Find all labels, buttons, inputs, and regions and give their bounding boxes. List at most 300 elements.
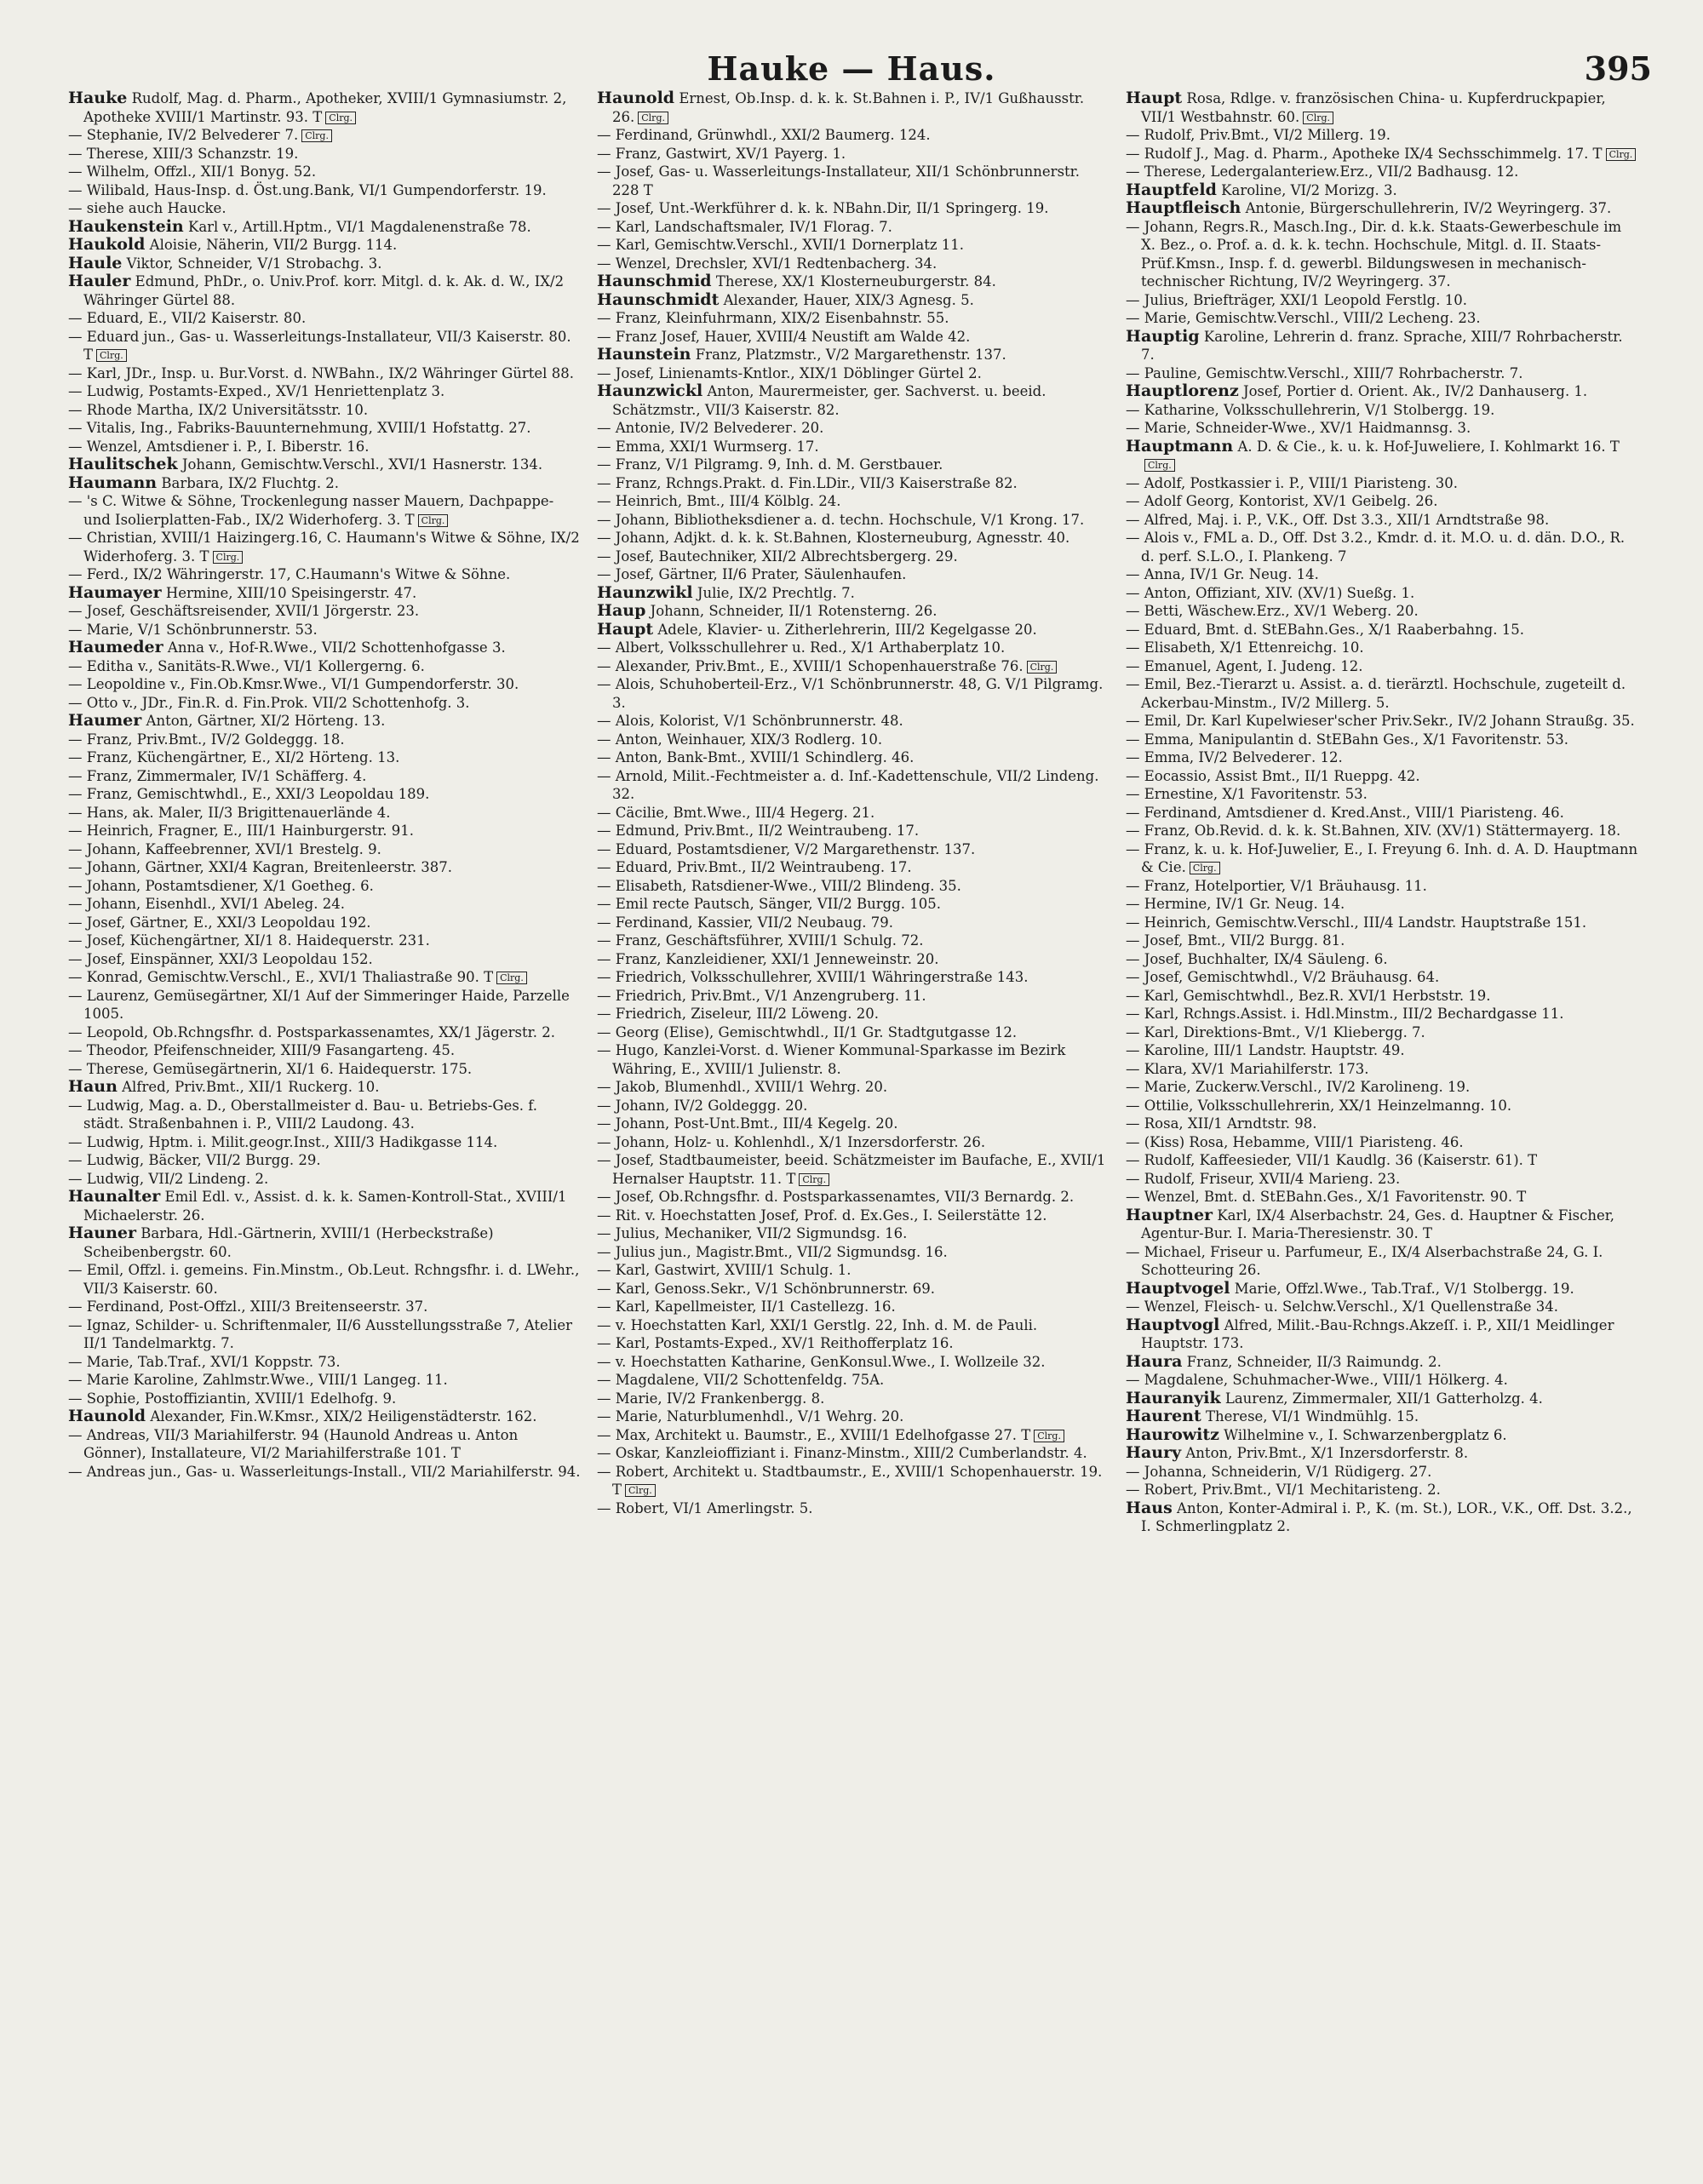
directory-entry xyxy=(1126,1005,1639,1023)
entry-text: — Ludwig, Hptm. i. Milit.geogr.Inst., XIII/3 Hadikgasse 114. xyxy=(68,1133,498,1150)
directory-entry xyxy=(1126,877,1639,896)
directory-entry xyxy=(597,602,1110,621)
entry-text: — Betti, Wäschew.Erz., XV/1 Weberg. 20. xyxy=(1126,603,1419,619)
entry-surname: Haus xyxy=(1126,1498,1173,1517)
entry-text: — Karoline, III/1 Landstr. Hauptstr. 49. xyxy=(1126,1042,1405,1058)
directory-entry xyxy=(597,547,1110,566)
directory-entry xyxy=(1126,950,1639,969)
entry-text: — Ignaz, Schilder- u. Schriftenmaler, II/6 Ausstellungsstraße 7, Atelier II/1 Tandelmarktg. 7. xyxy=(68,1316,573,1351)
entry-text: — Michael, Friseur u. Parfumeur, E., IX/4 Alserbachstraße 24, G. I. Schotteuring 26. xyxy=(1126,1243,1603,1278)
entry-text: — Cäcilie, Bmt.Wwe., III/4 Hegerg. 21. xyxy=(597,804,875,821)
entry-text: — Rhode Martha, IX/2 Universitätsstr. 10. xyxy=(68,401,369,418)
entry-text: — Elisabeth, Ratsdiener-Wwe., VIII/2 Blindeng. 35. xyxy=(597,877,961,894)
entry-text: — Eduard, Postamtsdiener, V/2 Margarethenstr. 137. xyxy=(597,840,976,857)
directory-entry xyxy=(597,511,1110,530)
directory-entry xyxy=(1126,968,1639,987)
entry-surname: Haulitschek xyxy=(68,455,178,473)
directory-entry xyxy=(597,1426,1110,1445)
entry-text: — Otto v., JDr., Fin.R. d. Fin.Prok. VII/2 Schottenhofg. 3. xyxy=(68,694,470,711)
directory-entry xyxy=(597,858,1110,877)
entry-text: — Marie, Tab.Traf., XVI/1 Koppstr. 73. xyxy=(68,1353,341,1370)
directory-entry xyxy=(68,236,582,255)
entry-text: — Josef, Geschäftsreisender, XVII/1 Jörgerstr. 23. xyxy=(68,603,420,619)
entry-text: — Karl, Landschaftsmaler, IV/1 Florag. 7. xyxy=(597,218,892,235)
entry-text: — Emma, Manipulantin d. StEBahn Ges., X/1 Favoritenstr. 53. xyxy=(1126,731,1568,748)
directory-entry xyxy=(68,1060,582,1079)
entry-text: — Oskar, Kanzleioffiziant i. Finanz-Minstm., XIII/2 Cumberlandstr. 4. xyxy=(597,1445,1087,1461)
entry-text: — Konrad, Gemischtw.Verschl., E., XVI/1 Thaliastraße 90. T xyxy=(68,969,494,985)
directory-entry xyxy=(597,145,1110,163)
directory-entry xyxy=(1126,181,1639,200)
directory-entry xyxy=(68,1170,582,1189)
directory-entry xyxy=(68,621,582,639)
directory-entry xyxy=(597,199,1110,218)
entry-surname: Hauptner xyxy=(1126,1205,1213,1224)
directory-entry xyxy=(597,1371,1110,1390)
directory-entry xyxy=(1126,1097,1639,1115)
directory-entry xyxy=(68,694,582,713)
entry-surname: Hauner xyxy=(68,1224,136,1242)
entry-text: — Robert, Priv.Bmt., VI/1 Mechitaristeng. 2. xyxy=(1126,1482,1441,1498)
entry-surname: Haunzwikl xyxy=(597,582,693,602)
entry-text: — Alois, Kolorist, V/1 Schönbrunnerstr. 48. xyxy=(597,713,903,729)
directory-entry xyxy=(68,1298,582,1316)
directory-entry xyxy=(68,382,582,401)
entry-text: — Arnold, Milit.-Fechtmeister a. d. Inf.-Kadettenschule, VII/2 Lindeng. 32. xyxy=(597,767,1099,802)
directory-entry xyxy=(1126,1298,1639,1316)
directory-entry xyxy=(1126,199,1639,218)
directory-entry xyxy=(68,492,582,529)
entry-surname: Haurent xyxy=(1126,1407,1201,1425)
page-number: 395 xyxy=(1584,49,1652,88)
directory-entry xyxy=(597,621,1110,639)
clearing-badge: Clrg. xyxy=(638,112,668,124)
entry-text: — Max, Architekt u. Baumstr., E., XVIII/1 Edelhofgasse 27. T xyxy=(597,1426,1031,1443)
entry-text: Alfred, Priv.Bmt., XII/1 Ruckerg. 10. xyxy=(122,1079,380,1095)
directory-entry xyxy=(597,291,1110,310)
entry-text: — Emil recte Pautsch, Sänger, VII/2 Burgg. 105. xyxy=(597,896,941,912)
directory-entry xyxy=(597,1280,1110,1298)
directory-entry xyxy=(68,767,582,786)
directory-entry xyxy=(68,602,582,621)
directory-entry xyxy=(1126,163,1639,181)
directory-entry xyxy=(1126,1207,1639,1243)
directory-entry xyxy=(68,1133,582,1152)
directory-entry xyxy=(597,1298,1110,1316)
entry-surname: Haunstein xyxy=(597,345,691,364)
directory-entry xyxy=(68,181,582,200)
entry-text: — Adolf, Postkassier i. P., VIII/1 Piaristeng. 30. xyxy=(1126,474,1459,491)
entry-text: — Karl, Kapellmeister, II/1 Castellezg. 16. xyxy=(597,1298,896,1315)
entry-text: Anton, Konter-Admiral i. P., K. (m. St.), LOR., V.K., Off. Dst. 3.2., I. Schmerlingplatz 2. xyxy=(1141,1499,1632,1534)
entry-text: — Vitalis, Ing., Fabriks-Bauunternehmung, XVIII/1 Hofstattg. 27. xyxy=(68,420,531,436)
entry-surname: Haumer xyxy=(68,711,142,730)
directory-entry xyxy=(1126,401,1639,420)
directory-entry xyxy=(68,1407,582,1426)
entry-surname: Haunschmid xyxy=(597,272,712,290)
clearing-badge: Clrg. xyxy=(1303,112,1333,124)
clearing-badge: Clrg. xyxy=(96,349,127,362)
entry-text: — Hermine, IV/1 Gr. Neug. 14. xyxy=(1126,896,1345,912)
directory-entry xyxy=(68,914,582,932)
entry-text: — Josef, Bautechniker, XII/2 Albrechtsbergerg. 29. xyxy=(597,547,958,565)
directory-entry xyxy=(597,1390,1110,1408)
directory-entry xyxy=(597,1444,1110,1463)
entry-text: Marie, Offzl.Wwe., Tab.Traf., V/1 Stolbergg. 19. xyxy=(1234,1280,1574,1297)
entry-text: — v. Hoechstatten Katharine, GenKonsul.Wwe., I. Wollzeile 32. xyxy=(597,1353,1046,1370)
entry-surname: Haun xyxy=(68,1077,118,1096)
directory-entry xyxy=(68,401,582,420)
entry-text: — Friedrich, Ziseleur, III/2 Löweng. 20. xyxy=(597,1006,879,1022)
entry-text: — Marie, IV/2 Frankenbergg. 8. xyxy=(597,1390,825,1407)
entry-text: — Sophie, Postoffizіantin, XVIII/1 Edelhofg. 9. xyxy=(68,1390,397,1407)
entry-text: — Karl, Gemischtwhdl., Bez.R. XVI/1 Herbststr. 19. xyxy=(1126,987,1491,1004)
directory-entry xyxy=(597,1224,1110,1243)
entry-text: — Johann, Bibliotheksdiener a. d. techn. Hochschule, V/1 Krong. 17. xyxy=(597,511,1085,528)
directory-entry xyxy=(1126,89,1639,126)
directory-entry xyxy=(597,931,1110,950)
entry-text: — Rudolf, Friseur, XVII/4 Marieng. 23. xyxy=(1126,1170,1401,1187)
entry-text: — Josef, Buchhalter, IX/4 Säuleng. 6. xyxy=(1126,950,1388,967)
entry-text: — Josef, Gemischtwhdl., V/2 Bräuhausg. 64. xyxy=(1126,969,1440,985)
directory-entry xyxy=(1126,1188,1639,1207)
directory-entry xyxy=(1126,712,1639,731)
entry-text: — Josef, Unt.-Werkführer d. k. k. NBahn.Dir, II/1 Springerg. 19. xyxy=(597,200,1049,216)
directory-entry xyxy=(1126,840,1639,877)
directory-entry xyxy=(597,639,1110,657)
entry-surname: Haury xyxy=(1126,1443,1182,1462)
clearing-badge: Clrg. xyxy=(1027,661,1058,674)
entry-text: Anton, Priv.Bmt., X/1 Inzersdorferstr. 8. xyxy=(1185,1445,1469,1461)
directory-entry xyxy=(68,309,582,328)
directory-entry xyxy=(597,1041,1110,1078)
entry-surname: Hauke xyxy=(68,89,128,107)
directory-entry xyxy=(1126,328,1639,364)
entry-text: A. D. & Cie., k. u. k. Hof-Juweliere, I. Kohlmarkt 16. T xyxy=(1237,438,1620,455)
entry-text: — Rudolf, Kaffeesieder, VII/1 Kaudlg. 36 (Kaiserstr. 61). T xyxy=(1126,1152,1538,1168)
directory-entry xyxy=(68,804,582,823)
entry-text: — Therese, Ledergalanteriew.Erz., VII/2 Badhausg. 12. xyxy=(1126,163,1519,180)
entry-text: — Heinrich, Bmt., III/4 Kölblg. 24. xyxy=(597,493,841,509)
entry-surname: Haup xyxy=(597,601,646,620)
directory-entry xyxy=(1126,438,1639,474)
entry-surname: Hauler xyxy=(68,272,131,290)
directory-entry xyxy=(1126,1151,1639,1170)
entry-text: — Magdalene, Schuhmacher-Wwe., VIII/1 Hölkerg. 4. xyxy=(1126,1372,1508,1388)
directory-entry xyxy=(68,1188,582,1224)
entry-surname: Haurowitz xyxy=(1126,1424,1219,1444)
directory-entry xyxy=(68,675,582,694)
directory-entry xyxy=(1126,1115,1639,1133)
directory-entry xyxy=(597,1023,1110,1042)
directory-columns xyxy=(68,89,1639,2167)
entry-text: — Ottilie, Volksschullehrerin, XX/1 Heinzelmanng. 10. xyxy=(1126,1097,1512,1114)
entry-text: — Johann, Adjkt. d. k. k. St.Bahnen, Klosterneuburg, Agnesstr. 40. xyxy=(597,530,1070,546)
entry-text: — Julius, Mechaniker, VII/2 Sigmundsg. 16. xyxy=(597,1225,908,1241)
directory-entry xyxy=(68,822,582,840)
entry-text: Rudolf, Mag. d. Pharm., Apotheker, XVIII/1 Gymnasiumstr. 2, Apotheke XVIII/1 Martinstr. 93. T xyxy=(83,90,567,125)
entry-surname: Haura xyxy=(1126,1351,1183,1371)
page-header xyxy=(51,44,1652,95)
directory-entry xyxy=(68,1023,582,1042)
directory-entry xyxy=(68,328,582,364)
directory-entry xyxy=(597,126,1110,145)
entry-text: — Karl, Genoss.Sekr., V/1 Schönbrunnerstr. 69. xyxy=(597,1280,935,1297)
directory-entry xyxy=(597,438,1110,456)
directory-entry xyxy=(1126,218,1639,291)
entry-text: — Andreas, VII/3 Mariahilferstr. 94 (Haunold Andreas u. Anton Gönner), Installateure, VI/2 Mariahilferstraße 101. T xyxy=(68,1426,519,1461)
entry-text: — Anton, Offiziant, XIV. (XV/1) Sueßg. 1. xyxy=(1126,584,1415,601)
entry-text: — Johann, Gärtner, XXI/4 Kagran, Breitenleerstr. 387. xyxy=(68,859,453,875)
entry-text: — Ludwig, Bäcker, VII/2 Burgg. 29. xyxy=(68,1152,321,1168)
entry-text: — Emil, Offzl. i. gemeins. Fin.Minstm., Ob.Leut. Rchngsfhr. i. d. LWehr., VII/3 Kaiserstr. 60. xyxy=(68,1262,580,1297)
directory-entry xyxy=(1126,584,1639,603)
directory-entry xyxy=(1126,1463,1639,1482)
directory-entry xyxy=(597,364,1110,383)
directory-entry xyxy=(597,731,1110,749)
entry-text: — Leopold, Ob.Rchngsfhr. d. Postsparkassenamtes, XX/1 Jägerstr. 2. xyxy=(68,1023,555,1040)
entry-text: — Ludwig, VII/2 Lindeng. 2. xyxy=(68,1170,269,1187)
entry-text: — Rit. v. Hoechstatten Josef, Prof. d. Ex.Ges., I. Seilerstätte 12. xyxy=(597,1207,1047,1224)
directory-entry xyxy=(68,1371,582,1390)
directory-entry xyxy=(597,712,1110,731)
directory-entry xyxy=(1126,529,1639,565)
directory-entry xyxy=(597,987,1110,1006)
directory-entry xyxy=(1126,1280,1639,1298)
entry-surname: Haunold xyxy=(68,1407,146,1425)
directory-entry xyxy=(597,529,1110,547)
entry-text: — Stephanie, IV/2 Belvederег 7. xyxy=(68,127,299,143)
directory-entry xyxy=(68,364,582,383)
directory-entry xyxy=(597,1243,1110,1262)
entry-text: — Franz, Hotelportier, V/1 Bräuhausg. 11. xyxy=(1126,877,1427,894)
directory-entry xyxy=(597,1463,1110,1499)
column-left xyxy=(68,89,582,2167)
entry-text: Laurenz, Zimmermaler, XII/1 Gatterholzg. 4. xyxy=(1224,1390,1543,1407)
entry-text: — Marie, V/1 Schönbrunnerstr. 53. xyxy=(68,621,318,638)
directory-entry xyxy=(1126,145,1639,163)
entry-text: — Wenzel, Bmt. d. StEBahn.Ges., X/1 Favoritenstr. 90. T xyxy=(1126,1189,1527,1205)
entry-text: — Ferdinand, Kassier, VII/2 Neubaug. 79. xyxy=(597,914,894,931)
entry-text: — Eduard, Priv.Bmt., II/2 Weintraubeng. 17. xyxy=(597,859,912,875)
directory-entry xyxy=(68,968,582,987)
entry-surname: Hauptvogel xyxy=(1126,1278,1230,1298)
entry-text: — Josef, Stadtbaumeister, beeid. Schätzmeister im Baufache, E., XVII/1 Hernalser Hauptstr. 11. T xyxy=(597,1152,1106,1187)
directory-entry xyxy=(1126,1133,1639,1152)
entry-text: — Eocassio, Assist Bmt., II/1 Rueppg. 42. xyxy=(1126,767,1420,784)
directory-entry xyxy=(68,731,582,749)
directory-entry xyxy=(1126,804,1639,823)
entry-text: — Franz, Kleinfuhrmann, XIX/2 Eisenbahnstr. 55. xyxy=(597,310,949,326)
entry-text: — Eduard, E., VII/2 Kaiserstr. 80. xyxy=(68,310,307,326)
entry-text: — Franz Josef, Hauer, XVIII/4 Neustift am Walde 42. xyxy=(597,328,971,345)
directory-entry xyxy=(597,1407,1110,1426)
entry-text: — Franz, Geschäftsführer, XVIII/1 Schulg. 72. xyxy=(597,932,924,949)
entry-surname: Haunzwickl xyxy=(597,381,703,400)
entry-text: Alfred, Milit.-Bau-Rchngs.Akzeſſ. i. P., XII/1 Meidlinger Hauptstr. 173. xyxy=(1141,1316,1614,1351)
entry-text: — Karl, JDr., Insp. u. Bur.Vorst. d. NWBahn., IX/2 Währinger Gürtel 88. xyxy=(68,364,574,381)
directory-entry xyxy=(1126,1353,1639,1372)
directory-entry xyxy=(1126,1426,1639,1445)
entry-surname: Haupt xyxy=(1126,89,1183,107)
column-right xyxy=(1126,89,1639,2167)
entry-text: — Hugo, Kanzlei-Vorst. d. Wiener Kommunal-Sparkasse im Bezirk Währing, E., XVIII/1 Julienstr. 8. xyxy=(597,1042,1066,1077)
directory-entry xyxy=(597,1188,1110,1207)
entry-text: — Johann, Postamtsdiener, X/1 Goetheg. 6. xyxy=(68,877,374,894)
entry-text: — Heinrich, Gemischtw.Verschl., III/4 Landstr. Hauptstraße 151. xyxy=(1126,914,1587,931)
entry-text: — Anton, Bank-Bmt., XVIII/1 Schindlerg. 46. xyxy=(597,749,915,765)
entry-text: Therese, VI/1 Windmühlg. 15. xyxy=(1206,1408,1419,1424)
directory-entry xyxy=(597,1133,1110,1152)
directory-entry xyxy=(1126,291,1639,310)
entry-text: — Robert, VI/1 Amerlingstr. 5. xyxy=(597,1499,813,1516)
directory-entry xyxy=(597,804,1110,823)
directory-entry xyxy=(597,675,1110,712)
entry-text: — v. Hoechstatten Karl, XXI/1 Gerstlg. 22, Inh. d. M. de Pauli. xyxy=(597,1316,1038,1333)
entry-surname: Haumann xyxy=(68,473,158,492)
entry-text: — Friedrich, Priv.Bmt., V/1 Anzengruberg. 11. xyxy=(597,987,926,1004)
directory-entry xyxy=(597,1353,1110,1372)
entry-text: — Josef, Küchengärtner, XI/1 8. Haidequerstr. 231. xyxy=(68,932,430,949)
entry-text: — Emma, IV/2 Belvederег. 12. xyxy=(1126,749,1343,765)
directory-entry xyxy=(1126,1316,1639,1353)
directory-entry xyxy=(597,492,1110,511)
directory-entry xyxy=(597,914,1110,932)
entry-text: — Anna, IV/1 Gr. Neug. 14. xyxy=(1126,566,1319,582)
entry-text: Antonie, Bürgerschullehrerin, IV/2 Weyringerg. 37. xyxy=(1245,200,1612,216)
entry-text: — Karl, Gemischtw.Verschl., XVII/1 Dornerplatz 11. xyxy=(597,237,965,253)
entry-text: Anton, Maurermeister, ger. Sachverst. u. beeid. Schätzmstr., VII/3 Kaiserstr. 82. xyxy=(612,383,1046,418)
entry-text: — Marie, Naturblumenhdl., V/1 Wehrg. 20. xyxy=(597,1408,904,1424)
entry-text: — Friedrich, Volksschullehrer, XVIII/1 Währingerstraße 143. xyxy=(597,969,1029,985)
entry-text: — Editha v., Sanitäts-R.Wwe., VI/1 Kollergerng. 6. xyxy=(68,657,425,674)
entry-text: Adele, Klavier- u. Zitherlehrerin, III/2 Kegelgasse 20. xyxy=(657,621,1037,638)
directory-entry xyxy=(1126,1243,1639,1280)
entry-text: — Magdalene, VII/2 Schottenfeldg. 75A. xyxy=(597,1372,885,1388)
directory-entry xyxy=(1126,731,1639,749)
directory-entry xyxy=(1126,126,1639,145)
directory-entry xyxy=(1126,309,1639,328)
directory-entry xyxy=(68,657,582,676)
directory-entry xyxy=(1126,785,1639,804)
entry-surname: Hauranyik xyxy=(1126,1388,1221,1407)
entry-text: — Franz, Küchengärtner, E., XI/2 Hörteng. 13. xyxy=(68,749,400,765)
entry-text: — Wenzel, Drechsler, XVI/1 Redtenbacherg. 34. xyxy=(597,255,938,272)
entry-text: — Wilhelm, Offzl., XII/1 Bonyg. 52. xyxy=(68,163,317,180)
entry-surname: Haukold xyxy=(68,235,146,254)
directory-entry xyxy=(597,474,1110,493)
entry-surname: Haunschmidt xyxy=(597,289,720,309)
directory-entry xyxy=(597,822,1110,840)
entry-surname: Haule xyxy=(68,253,123,272)
entry-text: — Heinrich, Fragner, E., III/1 Hainburgerstr. 91. xyxy=(68,823,414,839)
directory-entry xyxy=(68,89,582,126)
directory-entry xyxy=(1126,657,1639,676)
directory-entry xyxy=(68,1353,582,1372)
entry-text: — Marie Karoline, Zahlmstr.Wwe., VIII/1 Langeg. 11. xyxy=(68,1372,448,1388)
entry-text: — Marie, Zuckerw.Verschl., IV/2 Karolineng. 19. xyxy=(1126,1079,1471,1095)
entry-text: Edmund, PhDr., o. Univ.Prof. korr. Mitgl. d. k. Ak. d. W., IX/2 Währinger Gürtel 88. xyxy=(83,273,565,308)
directory-entry xyxy=(597,1334,1110,1353)
entry-text: — Karl, Rchngs.Assist. i. Hdl.Minstm., III/2 Bechardgasse 11. xyxy=(1126,1006,1564,1022)
entry-text: — Marie, Gemischtw.Verschl., VIII/2 Lecheng. 23. xyxy=(1126,310,1481,326)
directory-entry xyxy=(597,89,1110,126)
directory-entry xyxy=(1126,748,1639,767)
entry-text: — 's C. Witwe & Söhne, Trockenlegung nasser Mauern, Dachpappe- und Isolierplatten-Fab., IX/2 Widerhoferg. 3. T xyxy=(68,493,554,528)
directory-entry xyxy=(597,1115,1110,1133)
entry-text: — Edmund, Priv.Bmt., II/2 Weintraubeng. 17. xyxy=(597,823,920,839)
entry-text: — Josef, Ob.Rchngsfhr. d. Postsparkassenamtes, VII/3 Bernardg. 2. xyxy=(597,1189,1075,1205)
clearing-badge: Clrg. xyxy=(1606,148,1637,161)
directory-entry xyxy=(1126,1390,1639,1408)
directory-entry xyxy=(1126,987,1639,1006)
entry-surname: Hauptfeld xyxy=(1126,180,1217,199)
entry-text: — Andreas jun., Gas- u. Wasserleitungs-Install., VII/2 Mariahilferstr. 94. xyxy=(68,1463,581,1480)
directory-entry xyxy=(597,1316,1110,1335)
directory-entry xyxy=(1126,1499,1639,1536)
entry-text: — Leopoldine v., Fin.Ob.Kmsr.Wwe., VI/1 Gumpendorferstr. 30. xyxy=(68,676,519,692)
directory-entry xyxy=(68,785,582,804)
directory-entry xyxy=(597,419,1110,438)
clearing-badge: Clrg. xyxy=(213,551,244,564)
directory-entry xyxy=(597,456,1110,474)
entry-surname: Haumeder xyxy=(68,638,163,656)
directory-entry xyxy=(68,474,582,493)
directory-entry xyxy=(1126,931,1639,950)
clearing-badge: Clrg. xyxy=(799,1173,829,1186)
directory-entry xyxy=(597,1151,1110,1188)
directory-entry xyxy=(597,1261,1110,1280)
directory-entry xyxy=(68,1316,582,1353)
entry-text: — Ferd., IX/2 Währingerstr. 17, C.Haumann's Witwe & Söhne. xyxy=(68,566,511,582)
entry-text: — Klara, XV/1 Mariahilferstr. 173. xyxy=(1126,1060,1369,1077)
directory-entry xyxy=(68,1224,582,1261)
directory-entry xyxy=(1126,767,1639,786)
directory-entry xyxy=(1126,822,1639,840)
entry-text: — Wilibald, Haus-Insp. d. Öst.ung.Bank, VI/1 Gumpendorferstr. 19. xyxy=(68,181,547,198)
entry-surname: Hauptig xyxy=(1126,326,1200,346)
directory-entry xyxy=(68,163,582,181)
entry-text: — Julius, Briefträger, XXI/1 Leopold Ferstlg. 10. xyxy=(1126,291,1467,308)
entry-text: Karl, IX/4 Alserbachstr. 24, Ges. d. Hauptner & Fischer, Agentur-Bur. I. Maria-Theresienstr. 30. T xyxy=(1141,1207,1615,1241)
entry-surname: Hauptvogl xyxy=(1126,1315,1220,1334)
directory-entry xyxy=(1126,565,1639,584)
entry-text: — Karl, Direktions-Bmt., V/1 Kliebergg. 7. xyxy=(1126,1023,1425,1040)
directory-entry xyxy=(1126,474,1639,493)
entry-text: — Franz, Zimmermaler, IV/1 Schäfferg. 4. xyxy=(68,767,367,784)
clearing-badge: Clrg. xyxy=(301,129,332,142)
directory-entry xyxy=(597,382,1110,419)
directory-entry xyxy=(597,1078,1110,1097)
entry-text: — Wenzel, Amtsdiener i. P., I. Biberstr. 16. xyxy=(68,438,370,455)
entry-text: — Franz, Priv.Bmt., IV/2 Goldeggg. 18. xyxy=(68,731,345,748)
entry-text: — Therese, XIII/3 Schanzstr. 19. xyxy=(68,145,299,162)
entry-text: Karoline, Lehrerin d. franz. Sprache, XIII/7 Rohrbacherstr. 7. xyxy=(1141,328,1623,363)
entry-text: — Ernestine, X/1 Favoritenstr. 53. xyxy=(1126,786,1368,802)
entry-text: — Alfred, Maj. i. P., V.K., Off. Dst 3.3., XII/1 Arndtstraße 98. xyxy=(1126,511,1550,528)
entry-text: — Franz, Ob.Revid. d. k. k. St.Bahnen, XIV. (XV/1) Stättermayerg. 18. xyxy=(1126,823,1621,839)
entry-text: — Anton, Weinhauer, XIX/3 Rodlerg. 10. xyxy=(597,731,883,748)
directory-entry xyxy=(68,218,582,237)
directory-entry xyxy=(1126,1170,1639,1189)
entry-text: — Franz, Gastwirt, XV/1 Payerg. 1. xyxy=(597,145,846,162)
entry-text: — Johann, Eisenhdl., XVI/1 Abeleg. 24. xyxy=(68,896,345,912)
directory-entry xyxy=(1126,1481,1639,1499)
directory-entry xyxy=(1126,419,1639,438)
entry-surname: Hauptfleisch xyxy=(1126,198,1241,217)
entry-text: — Elisabeth, X/1 Ettenreichg. 10. xyxy=(1126,639,1364,656)
directory-entry xyxy=(1126,1078,1639,1097)
